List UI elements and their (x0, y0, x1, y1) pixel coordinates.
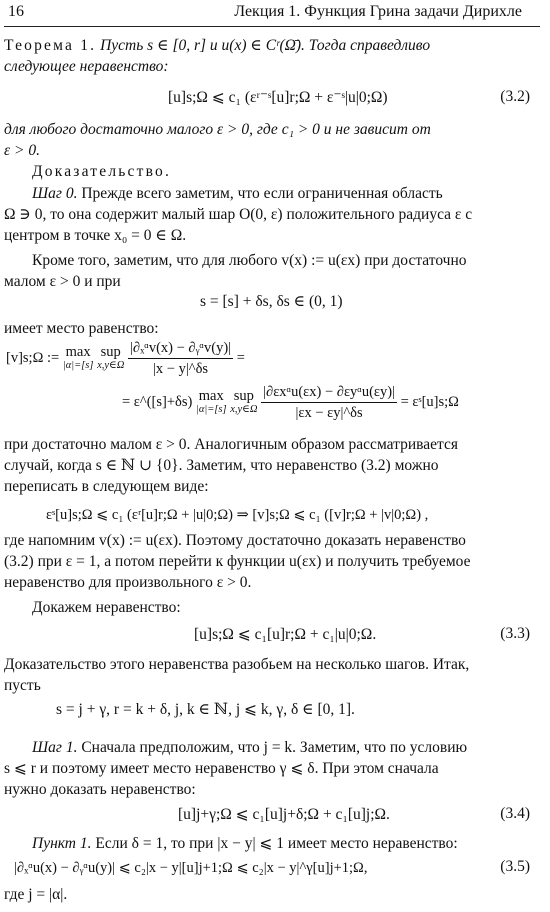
equation-number-3-2: (3.2) (500, 88, 530, 105)
rewritten-inequality: εˢ[u]s;Ω ⩽ c₁ (εʳ[u]r;Ω + |u|0;Ω) ⇒ [v]s;Ω ⩽ c₁ ([v]r;Ω + |v|0;Ω) , (46, 507, 429, 523)
step0-line-2: Ω ∋ 0, то она содержит малый шар O(0, ε) положительного радиуса ε с (4, 206, 473, 223)
difference-quotient-1: $\frac{\text{|∂ₓᵅv(x) − ∂ᵧᵅv(y)|}}{|x - y|\^{}\delta s}$ (130, 340, 232, 377)
item1-line-1 (32, 834, 458, 854)
rescaled-rhs: = εˢ[u]s;Ω (400, 393, 459, 410)
theorem-line-1 (4, 36, 430, 56)
sup-operator: sup x,y∈Ω (97, 343, 125, 371)
theorem-label: Теорема 1. (4, 37, 97, 54)
proof-label: Доказательство. (32, 163, 172, 180)
para3-line-1: Докажем неравенство: (32, 599, 181, 616)
rescaled-seminorm (122, 382, 459, 423)
step0-line-3: центром в точке x₀ = 0 ∈ Ω. (4, 227, 187, 244)
step1-line-3: нужно доказать неравенство: (4, 781, 196, 798)
equation-number-3-4: (3.4) (500, 805, 530, 822)
index-decomposition: s = j + γ, r = k + δ, j, k ∈ ℕ, j ⩽ k, γ, δ ∈ [0, 1]. (56, 701, 355, 718)
step0-title: Шаг 0. (32, 185, 78, 202)
para1-line-2: малом ε > 0 и при (4, 273, 121, 290)
para1-line-3: имеет место равенство: (4, 320, 159, 337)
step0-text-1: Прежде всего заметим, что если ограниченная область (81, 185, 443, 202)
theorem-statement: Пусть s ∈ [0, r] и u(x) ∈ Cʳ(Ω̄). Тогда справедливо (100, 37, 431, 54)
para3-line-3: пусть (4, 677, 41, 694)
max-operator: max |α|=[s] (62, 343, 94, 371)
para2-line-1: при достаточно малом ε > 0. Аналогичным образом рассматривается (4, 436, 458, 453)
item1-title: Пункт 1. (32, 835, 92, 852)
max-operator-2: max |α|=[s] (195, 387, 227, 415)
para1-line-1: Кроме того, заметим, что для любого v(x) := u(εx) при достаточно (32, 252, 467, 269)
equation-3-5: |∂ₓᵅu(x) − ∂ᵧᵅu(y)| ⩽ c₂|x − y|[u]j+1;Ω ⩽ c₂|x − y|^γ[u]j+1;Ω, (14, 860, 368, 876)
item1-text-1: Если δ = 1, то при |x − y| ⩽ 1 имеет место неравенство: (95, 835, 458, 852)
step1-line-1 (32, 738, 467, 758)
step0-line-1 (32, 184, 443, 204)
equation-number-3-3: (3.3) (500, 625, 530, 642)
v-seminorm-lhs: [v]s;Ω := (6, 349, 63, 366)
sup-operator-2: sup x,y∈Ω (230, 387, 258, 415)
para2-line-2: случай, когда s ∈ ℕ ∪ {0}. Заметим, что неравенство (3.2) можно (4, 457, 439, 474)
eps-factor: = ε^([s]+δs) (122, 393, 193, 410)
step1-line-2: s ⩽ r и поэтому имеет место неравенство γ ⩽ δ. При этом сначала (4, 760, 439, 777)
para2-line-3: переписать в следующем виде: (4, 478, 209, 495)
theorem-condition-line-2: ε > 0. (4, 142, 40, 159)
s-decomposition: s = [s] + δs, δs ∈ (0, 1) (200, 293, 343, 310)
equation-number-3-5: (3.5) (500, 858, 530, 875)
para2-line-6: неравенство для произвольного ε > 0. (4, 574, 252, 591)
equation-3-3: [u]s;Ω ⩽ c₁[u]r;Ω + c₁|u|0;Ω. (194, 626, 377, 643)
theorem-condition-line-1: для любого достаточно малого ε > 0, где c₁ > 0 и не зависит от (4, 121, 431, 138)
running-header (4, 2, 540, 27)
para2-line-5: (3.2) при ε = 1, а потом перейти к функции u(εx) и получить требуемое (4, 553, 471, 570)
para2-line-4: где напомним v(x) := u(εx). Поэтому достаточно доказать неравенство (4, 532, 466, 549)
theorem-line-2: следующее неравенство: (4, 58, 169, 75)
para3-line-2: Доказательство этого неравенства разобьем на несколько шагов. Итак, (4, 656, 470, 673)
page-number: 16 (8, 3, 24, 20)
running-title: Лекция 1. Функция Грина задачи Дирихле (234, 3, 522, 20)
item1-line-2: где j = |α|. (4, 886, 68, 903)
equation-3-2: [u]s;Ω ⩽ c₁ (εʳ⁻ˢ[u]r;Ω + ε⁻ˢ|u|0;Ω) (168, 89, 388, 106)
step1-title: Шаг 1. (32, 739, 78, 756)
equation-3-4: [u]j+γ;Ω ⩽ c₁[u]j+δ;Ω + c₁[u]j;Ω. (178, 806, 390, 823)
step1-text-1: Сначала предположим, что j = k. Заметим, что по условию (81, 739, 468, 756)
difference-quotient-2: $\frac{\text{|∂εxᵅu(εx) − ∂εyᵅu(εy)|}}{|\varepsilon x - \varepsilon y|\^{}\delta s}$ (263, 384, 395, 421)
holder-seminorm-definition: [v]s;Ω := max |α|=[s] sup x,y∈Ω $\frac{\text{|∂ₓᵅv(x) − ∂ᵧᵅv(y)|}}{|x - y|\^{}\delta s}$ = (6, 340, 245, 377)
